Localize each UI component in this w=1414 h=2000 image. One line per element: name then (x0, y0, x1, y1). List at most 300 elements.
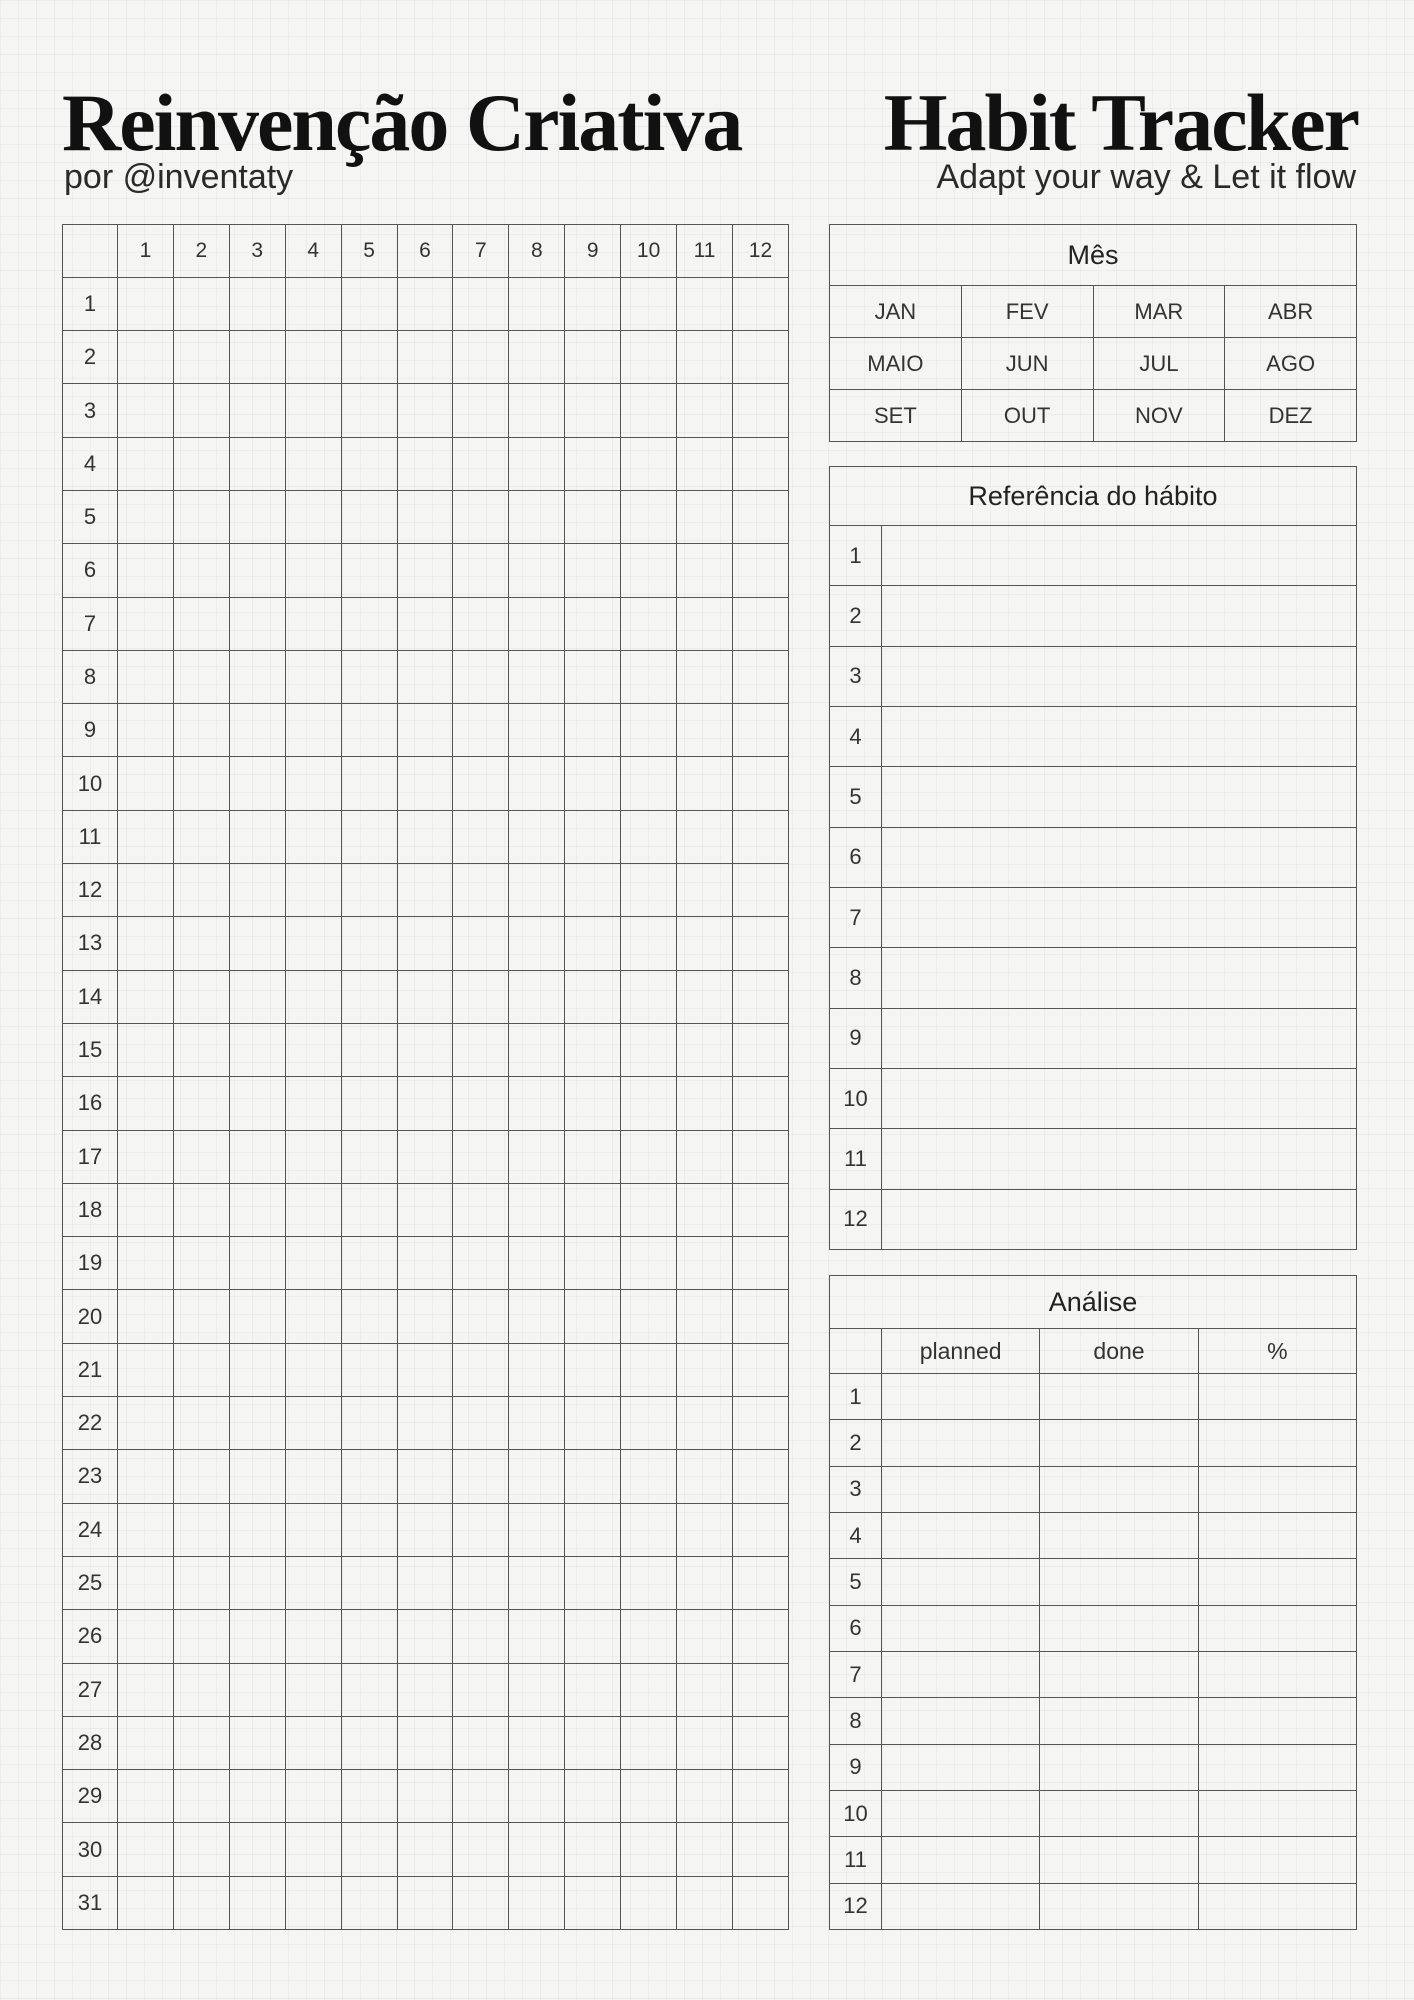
habit-check-cell[interactable] (453, 490, 509, 543)
habit-check-cell[interactable] (229, 1237, 285, 1290)
habit-check-cell[interactable] (285, 597, 341, 650)
habit-check-cell[interactable] (453, 970, 509, 1023)
habit-check-cell[interactable] (341, 1610, 397, 1663)
habit-check-cell[interactable] (341, 1077, 397, 1130)
habit-check-cell[interactable] (732, 597, 788, 650)
habit-check-cell[interactable] (732, 1770, 788, 1823)
habit-name-field[interactable] (882, 948, 1357, 1008)
habit-check-cell[interactable] (509, 1556, 565, 1609)
habit-check-cell[interactable] (397, 757, 453, 810)
habit-check-cell[interactable] (565, 864, 621, 917)
planned-field[interactable] (882, 1374, 1040, 1420)
habit-check-cell[interactable] (677, 1823, 733, 1876)
habit-check-cell[interactable] (677, 1556, 733, 1609)
habit-check-cell[interactable] (453, 331, 509, 384)
habit-check-cell[interactable] (509, 810, 565, 863)
habit-check-cell[interactable] (565, 1343, 621, 1396)
habit-check-cell[interactable] (285, 384, 341, 437)
habit-check-cell[interactable] (173, 1077, 229, 1130)
habit-check-cell[interactable] (565, 1130, 621, 1183)
done-field[interactable] (1040, 1790, 1198, 1836)
habit-check-cell[interactable] (621, 331, 677, 384)
habit-check-cell[interactable] (341, 437, 397, 490)
habit-check-cell[interactable] (621, 1716, 677, 1769)
habit-check-cell[interactable] (732, 1556, 788, 1609)
habit-check-cell[interactable] (732, 544, 788, 597)
habit-check-cell[interactable] (118, 544, 174, 597)
habit-check-cell[interactable] (677, 331, 733, 384)
habit-check-cell[interactable] (173, 650, 229, 703)
habit-check-cell[interactable] (397, 384, 453, 437)
planned-field[interactable] (882, 1420, 1040, 1466)
habit-check-cell[interactable] (677, 490, 733, 543)
percent-field[interactable] (1198, 1512, 1356, 1558)
habit-check-cell[interactable] (677, 1130, 733, 1183)
habit-check-cell[interactable] (173, 597, 229, 650)
month-option[interactable]: JAN (830, 286, 962, 338)
habit-check-cell[interactable] (453, 757, 509, 810)
habit-check-cell[interactable] (621, 650, 677, 703)
habit-check-cell[interactable] (173, 1450, 229, 1503)
habit-check-cell[interactable] (453, 1023, 509, 1076)
habit-check-cell[interactable] (565, 1183, 621, 1236)
done-field[interactable] (1040, 1374, 1198, 1420)
habit-check-cell[interactable] (341, 1023, 397, 1076)
habit-check-cell[interactable] (118, 1770, 174, 1823)
habit-check-cell[interactable] (621, 1397, 677, 1450)
month-option[interactable]: SET (830, 390, 962, 442)
habit-check-cell[interactable] (732, 1343, 788, 1396)
habit-check-cell[interactable] (565, 597, 621, 650)
habit-check-cell[interactable] (397, 1450, 453, 1503)
habit-check-cell[interactable] (509, 1663, 565, 1716)
habit-check-cell[interactable] (565, 384, 621, 437)
habit-check-cell[interactable] (397, 1876, 453, 1929)
habit-check-cell[interactable] (118, 1183, 174, 1236)
habit-check-cell[interactable] (565, 1663, 621, 1716)
habit-check-cell[interactable] (677, 1397, 733, 1450)
habit-check-cell[interactable] (565, 1237, 621, 1290)
habit-check-cell[interactable] (285, 1077, 341, 1130)
habit-check-cell[interactable] (285, 1770, 341, 1823)
habit-check-cell[interactable] (118, 917, 174, 970)
habit-check-cell[interactable] (285, 1503, 341, 1556)
habit-check-cell[interactable] (173, 277, 229, 330)
habit-check-cell[interactable] (621, 917, 677, 970)
habit-check-cell[interactable] (285, 1556, 341, 1609)
habit-check-cell[interactable] (732, 1290, 788, 1343)
habit-check-cell[interactable] (509, 650, 565, 703)
habit-check-cell[interactable] (341, 1130, 397, 1183)
habit-check-cell[interactable] (173, 1237, 229, 1290)
habit-check-cell[interactable] (173, 490, 229, 543)
habit-check-cell[interactable] (341, 1183, 397, 1236)
habit-check-cell[interactable] (173, 1663, 229, 1716)
habit-check-cell[interactable] (621, 1503, 677, 1556)
habit-check-cell[interactable] (453, 1663, 509, 1716)
habit-check-cell[interactable] (118, 1556, 174, 1609)
habit-check-cell[interactable] (621, 437, 677, 490)
habit-check-cell[interactable] (229, 1556, 285, 1609)
habit-check-cell[interactable] (118, 1716, 174, 1769)
habit-check-cell[interactable] (621, 384, 677, 437)
done-field[interactable] (1040, 1420, 1198, 1466)
habit-check-cell[interactable] (397, 1556, 453, 1609)
habit-check-cell[interactable] (565, 1770, 621, 1823)
habit-check-cell[interactable] (285, 1716, 341, 1769)
habit-check-cell[interactable] (118, 810, 174, 863)
habit-check-cell[interactable] (453, 1290, 509, 1343)
habit-check-cell[interactable] (341, 1770, 397, 1823)
planned-field[interactable] (882, 1744, 1040, 1790)
month-option[interactable]: DEZ (1225, 390, 1357, 442)
habit-check-cell[interactable] (118, 1290, 174, 1343)
habit-check-cell[interactable] (397, 490, 453, 543)
habit-check-cell[interactable] (229, 1023, 285, 1076)
habit-check-cell[interactable] (677, 1343, 733, 1396)
habit-check-cell[interactable] (285, 650, 341, 703)
habit-check-cell[interactable] (677, 864, 733, 917)
habit-check-cell[interactable] (397, 1823, 453, 1876)
habit-check-cell[interactable] (397, 704, 453, 757)
habit-name-field[interactable] (882, 586, 1357, 646)
percent-field[interactable] (1198, 1559, 1356, 1605)
habit-check-cell[interactable] (285, 277, 341, 330)
habit-check-cell[interactable] (509, 970, 565, 1023)
habit-check-cell[interactable] (118, 490, 174, 543)
habit-check-cell[interactable] (397, 1343, 453, 1396)
habit-check-cell[interactable] (341, 864, 397, 917)
habit-check-cell[interactable] (621, 1343, 677, 1396)
habit-check-cell[interactable] (732, 1663, 788, 1716)
habit-check-cell[interactable] (118, 1450, 174, 1503)
habit-check-cell[interactable] (453, 1343, 509, 1396)
habit-check-cell[interactable] (621, 1610, 677, 1663)
habit-check-cell[interactable] (229, 1716, 285, 1769)
habit-check-cell[interactable] (341, 384, 397, 437)
habit-check-cell[interactable] (453, 1876, 509, 1929)
habit-check-cell[interactable] (732, 1023, 788, 1076)
habit-check-cell[interactable] (677, 810, 733, 863)
habit-check-cell[interactable] (453, 650, 509, 703)
habit-check-cell[interactable] (118, 1023, 174, 1076)
habit-check-cell[interactable] (397, 331, 453, 384)
habit-check-cell[interactable] (621, 490, 677, 543)
done-field[interactable] (1040, 1744, 1198, 1790)
habit-check-cell[interactable] (118, 1130, 174, 1183)
habit-check-cell[interactable] (565, 757, 621, 810)
habit-check-cell[interactable] (118, 1823, 174, 1876)
habit-check-cell[interactable] (621, 1130, 677, 1183)
month-option[interactable]: ABR (1225, 286, 1357, 338)
habit-check-cell[interactable] (509, 1183, 565, 1236)
habit-check-cell[interactable] (732, 704, 788, 757)
month-option[interactable]: JUL (1093, 338, 1225, 390)
habit-check-cell[interactable] (173, 1716, 229, 1769)
habit-check-cell[interactable] (341, 1397, 397, 1450)
month-option[interactable]: FEV (961, 286, 1093, 338)
habit-check-cell[interactable] (341, 1450, 397, 1503)
habit-check-cell[interactable] (621, 597, 677, 650)
habit-check-cell[interactable] (229, 331, 285, 384)
habit-check-cell[interactable] (118, 277, 174, 330)
habit-check-cell[interactable] (677, 437, 733, 490)
done-field[interactable] (1040, 1466, 1198, 1512)
planned-field[interactable] (882, 1559, 1040, 1605)
done-field[interactable] (1040, 1605, 1198, 1651)
habit-check-cell[interactable] (453, 437, 509, 490)
habit-check-cell[interactable] (677, 1183, 733, 1236)
habit-check-cell[interactable] (509, 757, 565, 810)
habit-check-cell[interactable] (509, 490, 565, 543)
habit-check-cell[interactable] (565, 1876, 621, 1929)
habit-check-cell[interactable] (229, 384, 285, 437)
habit-check-cell[interactable] (285, 757, 341, 810)
habit-check-cell[interactable] (285, 1450, 341, 1503)
habit-check-cell[interactable] (565, 277, 621, 330)
habit-check-cell[interactable] (732, 1716, 788, 1769)
percent-field[interactable] (1198, 1883, 1356, 1929)
habit-check-cell[interactable] (565, 1450, 621, 1503)
habit-check-cell[interactable] (453, 864, 509, 917)
habit-check-cell[interactable] (677, 1716, 733, 1769)
percent-field[interactable] (1198, 1698, 1356, 1744)
habit-check-cell[interactable] (118, 1503, 174, 1556)
habit-check-cell[interactable] (341, 1503, 397, 1556)
habit-check-cell[interactable] (509, 437, 565, 490)
habit-check-cell[interactable] (509, 1823, 565, 1876)
percent-field[interactable] (1198, 1837, 1356, 1883)
habit-check-cell[interactable] (173, 1503, 229, 1556)
habit-check-cell[interactable] (565, 1716, 621, 1769)
percent-field[interactable] (1198, 1790, 1356, 1836)
habit-check-cell[interactable] (565, 544, 621, 597)
habit-check-cell[interactable] (118, 650, 174, 703)
habit-check-cell[interactable] (341, 1823, 397, 1876)
habit-check-cell[interactable] (341, 757, 397, 810)
habit-check-cell[interactable] (285, 331, 341, 384)
habit-check-cell[interactable] (285, 1290, 341, 1343)
habit-check-cell[interactable] (621, 810, 677, 863)
habit-check-cell[interactable] (453, 384, 509, 437)
habit-check-cell[interactable] (453, 810, 509, 863)
habit-check-cell[interactable] (621, 1876, 677, 1929)
habit-check-cell[interactable] (285, 1876, 341, 1929)
habit-check-cell[interactable] (565, 704, 621, 757)
habit-check-cell[interactable] (285, 704, 341, 757)
habit-check-cell[interactable] (397, 1290, 453, 1343)
habit-check-cell[interactable] (509, 1130, 565, 1183)
habit-name-field[interactable] (882, 1189, 1357, 1249)
habit-check-cell[interactable] (229, 1663, 285, 1716)
habit-check-cell[interactable] (285, 1183, 341, 1236)
habit-check-cell[interactable] (173, 1397, 229, 1450)
habit-check-cell[interactable] (173, 437, 229, 490)
habit-check-cell[interactable] (341, 1556, 397, 1609)
habit-check-cell[interactable] (677, 1077, 733, 1130)
habit-check-cell[interactable] (173, 544, 229, 597)
habit-check-cell[interactable] (565, 1397, 621, 1450)
month-option[interactable]: MAR (1093, 286, 1225, 338)
habit-check-cell[interactable] (509, 1716, 565, 1769)
habit-check-cell[interactable] (397, 970, 453, 1023)
habit-check-cell[interactable] (173, 1290, 229, 1343)
habit-check-cell[interactable] (285, 544, 341, 597)
habit-check-cell[interactable] (229, 810, 285, 863)
habit-check-cell[interactable] (565, 1610, 621, 1663)
habit-check-cell[interactable] (453, 1770, 509, 1823)
habit-check-cell[interactable] (285, 1610, 341, 1663)
habit-check-cell[interactable] (732, 1130, 788, 1183)
percent-field[interactable] (1198, 1744, 1356, 1790)
habit-check-cell[interactable] (509, 384, 565, 437)
habit-check-cell[interactable] (118, 1237, 174, 1290)
habit-check-cell[interactable] (565, 650, 621, 703)
habit-check-cell[interactable] (229, 1770, 285, 1823)
habit-check-cell[interactable] (173, 384, 229, 437)
habit-check-cell[interactable] (453, 277, 509, 330)
habit-check-cell[interactable] (397, 277, 453, 330)
habit-check-cell[interactable] (229, 1503, 285, 1556)
habit-check-cell[interactable] (732, 864, 788, 917)
habit-check-cell[interactable] (229, 1183, 285, 1236)
habit-check-cell[interactable] (732, 384, 788, 437)
habit-name-field[interactable] (882, 827, 1357, 887)
planned-field[interactable] (882, 1605, 1040, 1651)
habit-check-cell[interactable] (341, 1237, 397, 1290)
habit-check-cell[interactable] (732, 1237, 788, 1290)
habit-check-cell[interactable] (397, 810, 453, 863)
habit-check-cell[interactable] (397, 1130, 453, 1183)
habit-check-cell[interactable] (118, 1077, 174, 1130)
habit-check-cell[interactable] (285, 1237, 341, 1290)
habit-check-cell[interactable] (509, 331, 565, 384)
habit-check-cell[interactable] (732, 970, 788, 1023)
habit-check-cell[interactable] (229, 544, 285, 597)
habit-check-cell[interactable] (565, 437, 621, 490)
habit-check-cell[interactable] (453, 597, 509, 650)
habit-check-cell[interactable] (732, 1823, 788, 1876)
habit-check-cell[interactable] (565, 1290, 621, 1343)
habit-check-cell[interactable] (341, 1343, 397, 1396)
month-option[interactable]: AGO (1225, 338, 1357, 390)
habit-check-cell[interactable] (509, 1077, 565, 1130)
done-field[interactable] (1040, 1512, 1198, 1558)
habit-name-field[interactable] (882, 526, 1357, 586)
habit-check-cell[interactable] (118, 1343, 174, 1396)
habit-check-cell[interactable] (397, 1770, 453, 1823)
habit-check-cell[interactable] (453, 1716, 509, 1769)
habit-check-cell[interactable] (397, 1237, 453, 1290)
habit-name-field[interactable] (882, 1129, 1357, 1189)
habit-check-cell[interactable] (509, 1237, 565, 1290)
habit-check-cell[interactable] (285, 917, 341, 970)
habit-check-cell[interactable] (285, 1130, 341, 1183)
habit-check-cell[interactable] (285, 1397, 341, 1450)
habit-check-cell[interactable] (118, 757, 174, 810)
habit-check-cell[interactable] (397, 437, 453, 490)
habit-check-cell[interactable] (397, 650, 453, 703)
done-field[interactable] (1040, 1698, 1198, 1744)
done-field[interactable] (1040, 1883, 1198, 1929)
habit-check-cell[interactable] (677, 384, 733, 437)
month-option[interactable]: OUT (961, 390, 1093, 442)
habit-check-cell[interactable] (509, 544, 565, 597)
habit-check-cell[interactable] (397, 544, 453, 597)
habit-check-cell[interactable] (453, 1397, 509, 1450)
habit-check-cell[interactable] (229, 1450, 285, 1503)
habit-check-cell[interactable] (173, 1183, 229, 1236)
habit-check-cell[interactable] (118, 597, 174, 650)
habit-check-cell[interactable] (397, 1077, 453, 1130)
habit-check-cell[interactable] (341, 331, 397, 384)
month-option[interactable]: JUN (961, 338, 1093, 390)
habit-check-cell[interactable] (229, 437, 285, 490)
habit-check-cell[interactable] (397, 1183, 453, 1236)
habit-check-cell[interactable] (732, 1077, 788, 1130)
habit-check-cell[interactable] (621, 1663, 677, 1716)
habit-check-cell[interactable] (118, 437, 174, 490)
habit-check-cell[interactable] (677, 650, 733, 703)
habit-check-cell[interactable] (173, 970, 229, 1023)
habit-check-cell[interactable] (341, 490, 397, 543)
habit-check-cell[interactable] (732, 277, 788, 330)
habit-name-field[interactable] (882, 767, 1357, 827)
habit-check-cell[interactable] (621, 757, 677, 810)
habit-check-cell[interactable] (118, 970, 174, 1023)
habit-check-cell[interactable] (285, 1343, 341, 1396)
habit-check-cell[interactable] (341, 1290, 397, 1343)
habit-check-cell[interactable] (453, 1610, 509, 1663)
habit-check-cell[interactable] (509, 277, 565, 330)
habit-check-cell[interactable] (453, 917, 509, 970)
habit-check-cell[interactable] (621, 1450, 677, 1503)
habit-check-cell[interactable] (621, 1770, 677, 1823)
habit-check-cell[interactable] (677, 1450, 733, 1503)
habit-check-cell[interactable] (732, 331, 788, 384)
habit-check-cell[interactable] (509, 1450, 565, 1503)
habit-check-cell[interactable] (173, 810, 229, 863)
habit-check-cell[interactable] (397, 597, 453, 650)
habit-check-cell[interactable] (509, 597, 565, 650)
planned-field[interactable] (882, 1651, 1040, 1697)
habit-name-field[interactable] (882, 1068, 1357, 1128)
habit-check-cell[interactable] (229, 1077, 285, 1130)
habit-check-cell[interactable] (677, 1610, 733, 1663)
habit-check-cell[interactable] (509, 1290, 565, 1343)
habit-check-cell[interactable] (565, 331, 621, 384)
habit-check-cell[interactable] (397, 1503, 453, 1556)
habit-check-cell[interactable] (341, 1716, 397, 1769)
habit-check-cell[interactable] (565, 1023, 621, 1076)
habit-check-cell[interactable] (397, 1023, 453, 1076)
habit-check-cell[interactable] (285, 1663, 341, 1716)
habit-check-cell[interactable] (118, 1876, 174, 1929)
habit-check-cell[interactable] (453, 1237, 509, 1290)
habit-check-cell[interactable] (173, 864, 229, 917)
habit-check-cell[interactable] (677, 1290, 733, 1343)
habit-check-cell[interactable] (621, 970, 677, 1023)
habit-check-cell[interactable] (229, 490, 285, 543)
habit-check-cell[interactable] (341, 970, 397, 1023)
habit-check-cell[interactable] (118, 704, 174, 757)
habit-check-cell[interactable] (341, 277, 397, 330)
habit-check-cell[interactable] (173, 757, 229, 810)
habit-check-cell[interactable] (453, 1503, 509, 1556)
habit-check-cell[interactable] (173, 1556, 229, 1609)
habit-check-cell[interactable] (732, 437, 788, 490)
habit-check-cell[interactable] (229, 864, 285, 917)
